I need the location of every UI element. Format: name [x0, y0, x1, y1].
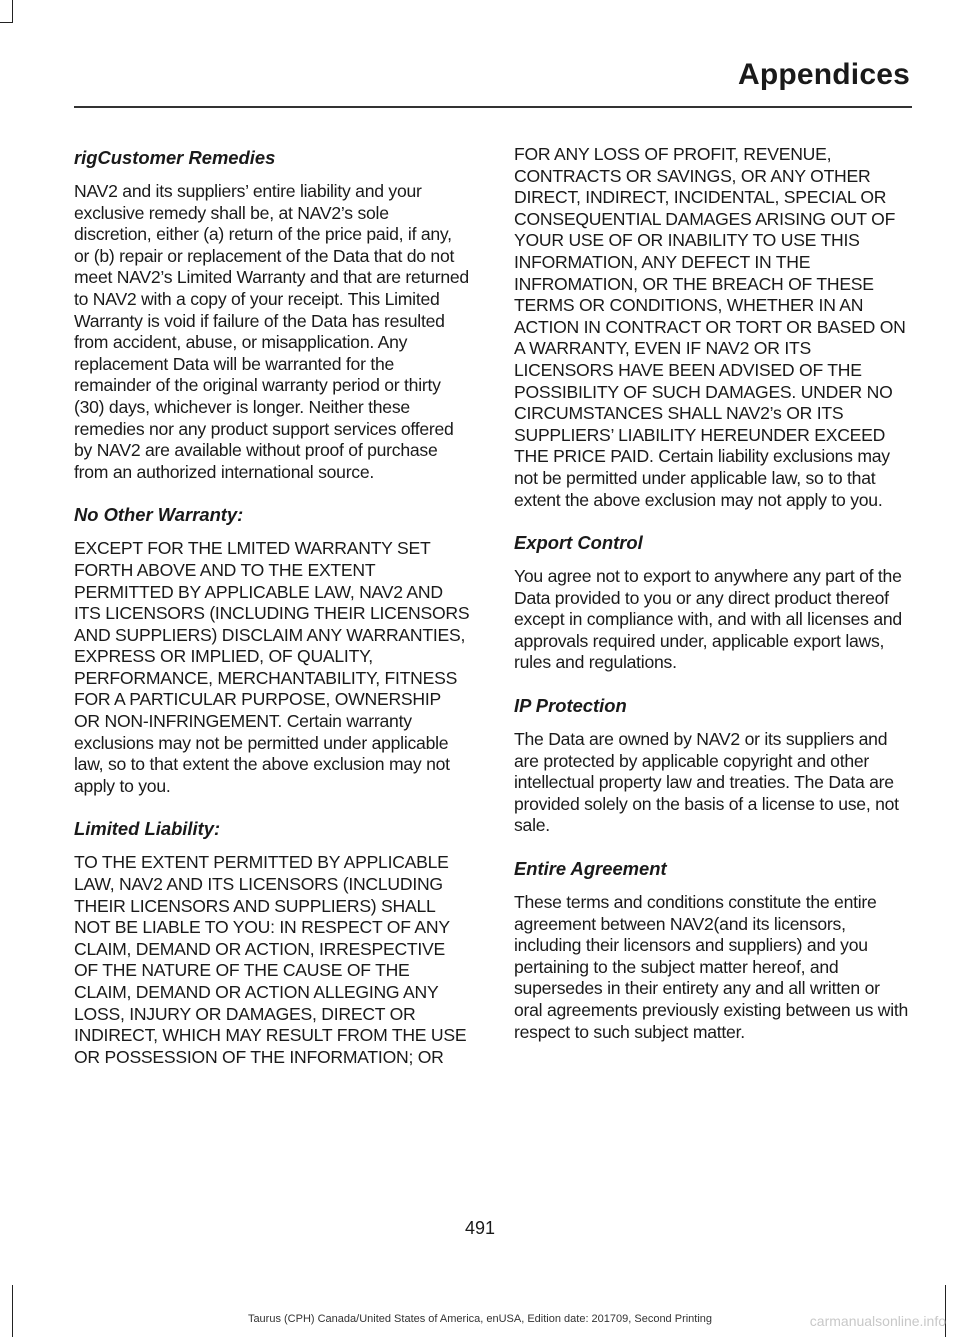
- left-column: [74, 144, 470, 1086]
- page-number: 491: [464, 1218, 496, 1238]
- section-body: These terms and conditions constitute the entire agreement between NAV2(and its licensors, including their licensors and suppliers) and you pertaining to the subject matter hereof, and supersedes in their entirety any and all written or oral agreements previously existing between us with respect to such subject matter.: [514, 892, 909, 1042]
- continued-text: FOR ANY LOSS OF PROFIT, REVENUE, CONTRACTS OR SAVINGS, OR ANY OTHER DIRECT, INDIRECT, INCIDENTAL, SPECIAL OR CONSEQUENTIAL DAMAGES ARISING OUT OF YOUR USE OF OR INABILITY TO USE THIS INFORMATION, ANY DEFECT IN THE INFROMATION, OR THE BREACH OF THESE TERMS OR CONDITIONS, WHETHER IN AN ACTION IN CONTRACT OR TORT OR BASED ON A WARRANTY, EVEN IF NAV2 OR ITS LICENSORS HAVE BEEN ADVISED OF THE POSSIBILITY OF SUCH DAMAGES. UNDER NO CIRCUMSTANCES SHALL NAV2’s OR ITS SUPPLIERS’ LIABILITY HEREUNDER EXCEED THE PRICE PAID. Certain liability exclusions may not be permitted under applicable law, so to that extent the above exclusion may not apply to you.: [514, 144, 906, 510]
- right-column: [514, 144, 910, 1061]
- page-title: Appendices: [737, 58, 910, 91]
- watermark: carmanualsonline.info: [809, 1313, 946, 1329]
- header-divider: [74, 106, 912, 108]
- section-heading: Limited Liability:: [74, 818, 221, 840]
- crop-mark: [12, 0, 13, 22]
- section-heading: rigCustomer Remedies: [74, 147, 276, 168]
- section-heading: IP Protection: [514, 695, 627, 717]
- section-body: You agree not to export to anywhere any part of the Data provided to you or any direct product thereof except in compliance with, and with all licenses and approvals required under, applicable export laws, rules and regulations.: [514, 566, 902, 673]
- crop-mark: [945, 1285, 946, 1337]
- section-body: NAV2 and its suppliers’ entire liability and your exclusive remedy shall be, at NAV2’s sole discretion, either (a) return of the price paid, if any, or (b) repair or replacement of the Data that do not meet NAV2’s Limited Warranty and that are returned to NAV2 with a copy of your receipt. This Limited Warranty is void if failure of the Data has resulted from accident, abuse, or misapplication. Any replacement Data will be warranted for the remainder of the original warranty period or thirty (30) days, whichever is longer. Neither these remedies nor any product support services offered by NAV2 are available without proof of purchase from an authorized international source.: [74, 181, 469, 482]
- section-body: The Data are owned by NAV2 or its suppliers and are protected by applicable copyright and other intellectual property law and treaties. The Data are provided solely on the basis of a license to use, not sale.: [514, 729, 899, 836]
- section-heading: Entire Agreement: [514, 858, 667, 880]
- section-body: TO THE EXTENT PERMITTED BY APPLICABLE LAW, NAV2 AND ITS LICENSORS (INCLUDING THEIR LICENSORS AND SUPPLIERS) SHALL NOT BE LIABLE TO YOU: IN RESPECT OF ANY CLAIM, DEMAND OR ACTION, IRRESPECTIVE OF THE NATURE OF THE CAUSE OF THE CLAIM, DEMAND OR ACTION ALLEGING ANY LOSS, INJURY OR DAMAGES, DIRECT OR INDIRECT, WHICH MAY RESULT FROM THE USE OR POSSESSION OF THE INFORMATION; OR: [74, 852, 467, 1067]
- section-heading: No Other Warranty:: [74, 504, 244, 526]
- crop-mark: [12, 1285, 13, 1337]
- section-heading: Export Control: [514, 532, 643, 554]
- crop-mark: [0, 22, 13, 23]
- section-body: EXCEPT FOR THE LMITED WARRANTY SET FORTH ABOVE AND TO THE EXTENT PERMITTED BY APPLICABLE LAW, NAV2 AND ITS LICENSORS (INCLUDING THEIR LICENSORS AND SUPPLIERS) DISCLAIM ANY WARRANTIES, EXPRESS OR IMPLIED, OF QUALITY, PERFORMANCE, MERCHANTABILITY, FITNESS FOR A PARTICULAR PURPOSE, OWNERSHIP OR NON-INFRINGEMENT. Certain warranty exclusions may not be permitted under applicable law, so to that extent the above exclusion may not apply to you.: [74, 538, 470, 796]
- footer-edition: Taurus (CPH) Canada/United States of America, enUSA, Edition date: 201709, Second Printing: [247, 1313, 713, 1325]
